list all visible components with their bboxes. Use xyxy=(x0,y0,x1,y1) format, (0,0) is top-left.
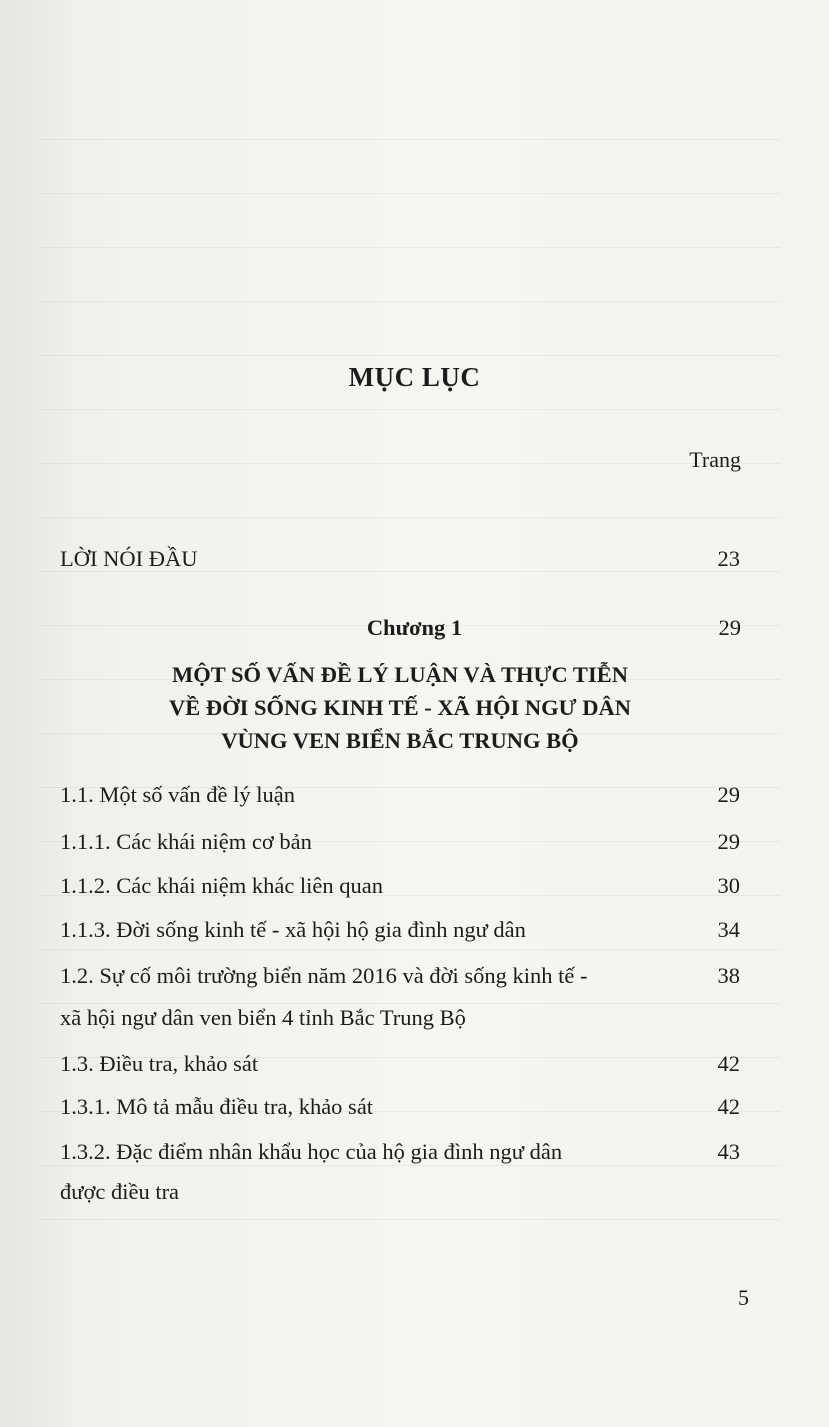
chapter-label: Chương 1 xyxy=(366,615,463,640)
toc-entry[interactable] xyxy=(60,1090,740,1124)
toc-entry-label: 1.1.1. Các khái niệm cơ bản xyxy=(60,829,312,854)
toc-entry[interactable] xyxy=(60,778,740,812)
toc-entry-label: 1.3. Điều tra, khảo sát xyxy=(60,1051,259,1076)
toc-entry-page: 34 xyxy=(717,917,740,942)
chapter-title-line: VỀ ĐỜI SỐNG KINH TẾ - XÃ HỘI NGƯ DÂN xyxy=(169,695,631,720)
page-title: MỤC LỤC xyxy=(348,362,481,392)
toc-entry-page: 23 xyxy=(717,546,740,571)
toc-entry-label-line: được điều tra xyxy=(60,1179,180,1204)
toc-entry-label xyxy=(60,1135,710,1209)
toc-entry[interactable] xyxy=(60,869,740,903)
toc-entry-page: 29 xyxy=(717,829,740,854)
toc-entry-preface[interactable] xyxy=(60,542,740,576)
toc-entry-page: 42 xyxy=(717,1094,740,1119)
toc-entry[interactable] xyxy=(60,913,740,947)
toc-entry[interactable] xyxy=(60,1047,740,1081)
chapter-page: 29 xyxy=(718,615,741,640)
toc-entry-label: 1.1. Một số vấn đề lý luận xyxy=(60,782,295,807)
chapter-title xyxy=(60,658,740,757)
page-column-label: Trang xyxy=(689,447,741,472)
toc-entry-page: 30 xyxy=(717,873,740,898)
toc-entry-label: 1.3.1. Mô tả mẫu điều tra, khảo sát xyxy=(60,1094,374,1119)
toc-entry-label: LỜI NÓI ĐẦU xyxy=(60,546,198,571)
toc-entry-label-line: 1.3.2. Đặc điểm nhân khẩu học của hộ gia đình ngư dân xyxy=(60,1139,563,1164)
page-number: 5 xyxy=(738,1285,749,1310)
toc-entry-label: 1.1.3. Đời sống kinh tế - xã hội hộ gia đình ngư dân xyxy=(60,917,526,942)
chapter-title-line: MỘT SỐ VẤN ĐỀ LÝ LUẬN VÀ THỰC TIỄN xyxy=(172,662,628,687)
toc-entry-page: 29 xyxy=(717,782,740,807)
toc-entry-page: 43 xyxy=(717,1139,740,1164)
toc-entry-page: 38 xyxy=(717,963,740,988)
toc-entry[interactable] xyxy=(60,825,740,859)
toc-entry-label-line: 1.2. Sự cố môi trường biển năm 2016 và đời sống kinh tế - xyxy=(60,963,588,988)
toc-entry-label xyxy=(60,959,710,1035)
toc-entry-label-line: xã hội ngư dân ven biển 4 tỉnh Bắc Trung Bộ xyxy=(60,1005,466,1030)
toc-entry[interactable] xyxy=(60,1135,740,1209)
toc-entry[interactable] xyxy=(60,959,740,1035)
chapter-title-line: VÙNG VEN BIỂN BẮC TRUNG BỘ xyxy=(221,728,579,753)
toc-entry-page: 42 xyxy=(717,1051,740,1076)
toc-entry-label: 1.1.2. Các khái niệm khác liên quan xyxy=(60,873,384,898)
